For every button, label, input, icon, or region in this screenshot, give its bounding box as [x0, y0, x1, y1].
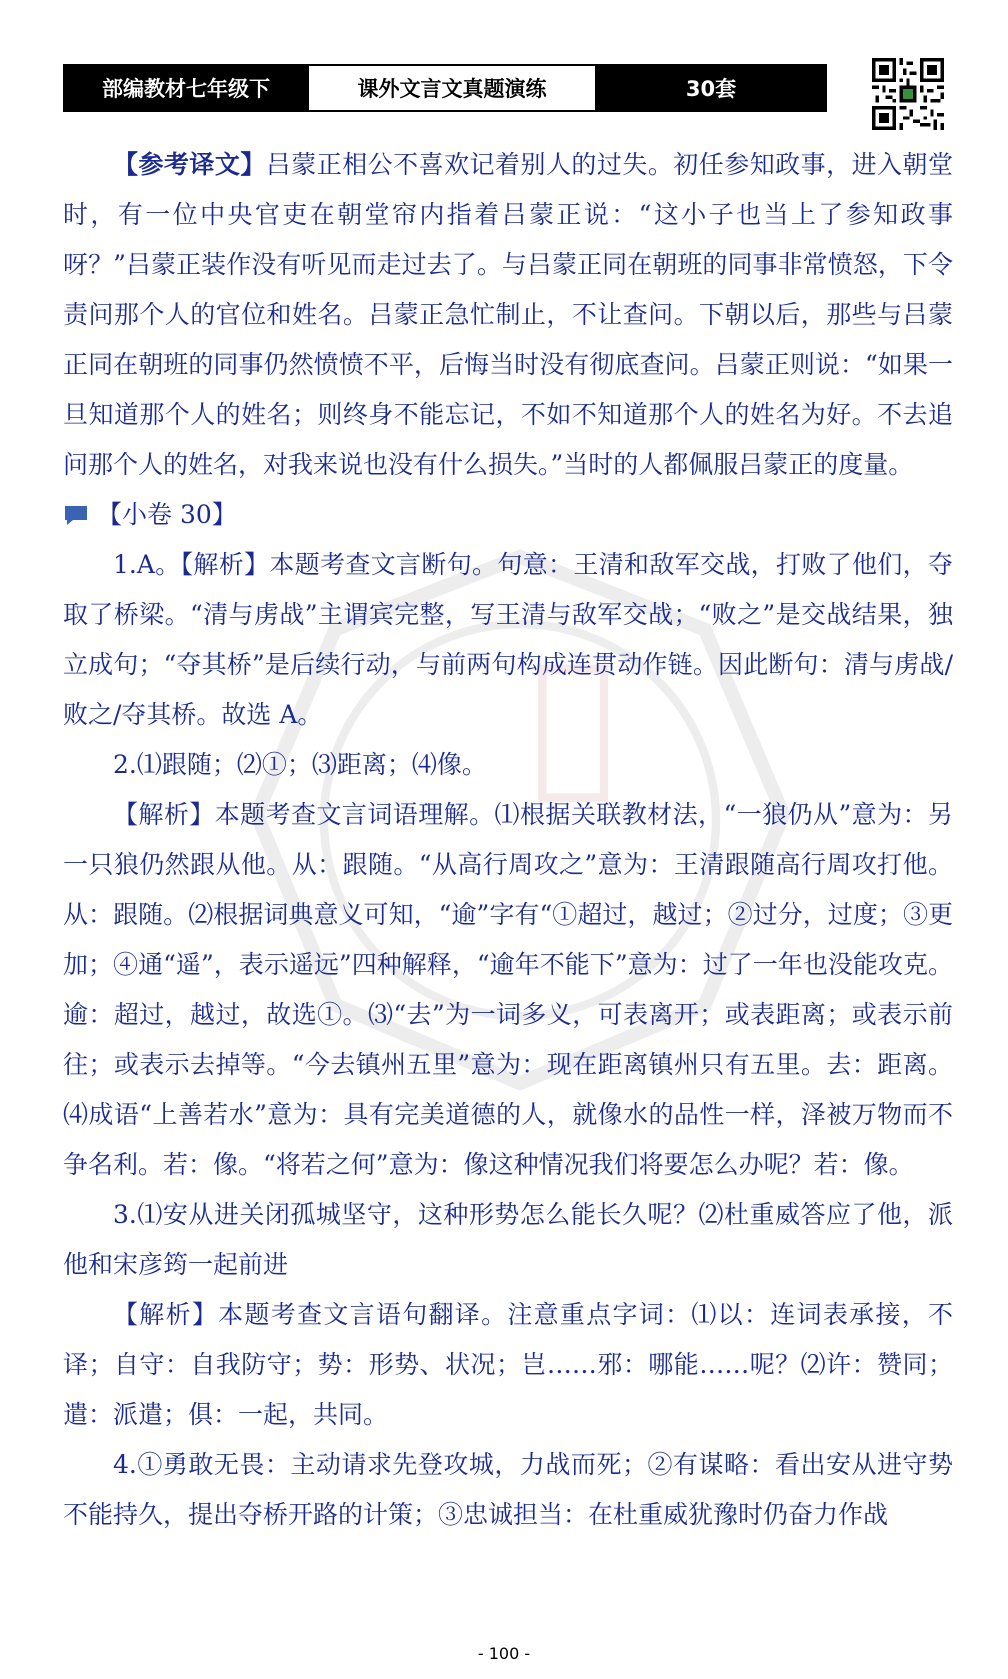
answer-2: 2.⑴跟随；⑵①；⑶距离；⑷像。: [113, 750, 487, 779]
analysis-tag: 【解析】: [113, 800, 215, 829]
answer-3: 3.⑴安从进关闭孤城坚守，这种形势怎么能长久呢？⑵杜重威答应了他，派他和宋彦筠一起前进: [63, 1200, 953, 1279]
qr-code-icon: [872, 58, 944, 130]
reference-translation-tag: 【参考译文】: [113, 150, 266, 179]
header-bar: [63, 64, 827, 112]
page-number: - 100 -: [477, 1644, 531, 1663]
section-heading: [63, 490, 953, 540]
answer-content: [63, 140, 953, 1540]
answer-3-analysis: [63, 1290, 953, 1440]
answer-4: 4.①勇敢无畏：主动请求先登攻城，力战而死；②有谋略：看出安从进守势不能持久，提出夺桥开路的计策；③忠诚担当：在杜重威犹豫时仍奋力作战: [63, 1450, 953, 1529]
answer-1: 1.A。【解析】本题考查文言断句。句意：王清和敌军交战，打败了他们，夺取了桥梁。“清与虏战”主谓宾完整，写王清与敌军交战；“败之”是交战结果，独立成句；“夺其桥”是后续行动，与前两句构成连贯动作链。因此断句：清与虏战/败之/夺其桥。故选 A。: [63, 550, 953, 729]
section-title: 【小卷 30】: [97, 500, 237, 529]
analysis-tag: 【解析】: [113, 1300, 219, 1329]
answer-2-analysis: [63, 790, 953, 1190]
header-set-count: 30套: [597, 66, 825, 110]
reference-translation-text: 吕蒙正相公不喜欢记着别人的过失。初任参知政事，进入朝堂时，有一位中央官吏在朝堂帘内指着吕蒙正说：“这小子也当上了参知政事呀？”吕蒙正装作没有听见而走过去了。与吕蒙正同在朝班的同事非常愤怒，下令责问那个人的官位和姓名。吕蒙正急忙制止，不让查问。下朝以后，那些与吕蒙正同在朝班的同事仍然愤愤不平，后悔当时没有彻底查问。吕蒙正则说：“如果一旦知道那个人的姓名；则终身不能忘记，不如不知道那个人的姓名为好。不去追问那个人的姓名，对我来说也没有什么损失。”当时的人都佩服吕蒙正的度量。: [63, 150, 953, 479]
chat-bubble-icon: [63, 504, 89, 526]
analysis-text: 本题考查文言词语理解。⑴根据关联教材法，“一狼仍从”意为：另一只狼仍然跟从他。从：跟随。“从高行周攻之”意为：王清跟随高行周攻打他。从：跟随。⑵根据词典意义可知，“逾”字有“①超过，越过；②过分，过度；③更加；④通“遥”，表示遥远”四种解释，“逾年不能下”意为：过了一年也没能攻克。逾：超过，越过，故选①。⑶“去”为一词多义，可表离开；或表距离；或表示前往；或表示去掉等。“今去镇州五里”意为：现在距离镇州只有五里。去：距离。⑷成语“上善若水”意为：具有完美道德的人，就像水的品性一样，泽被万物而不争名利。若：像。“将若之何”意为：像这种情况我们将要怎么办呢？若：像。: [63, 800, 953, 1179]
header-title: 课外文言文真题演练: [307, 66, 597, 110]
header-textbook-label: 部编教材七年级下: [65, 66, 307, 110]
analysis-text: 本题考查文言语句翻译。注意重点字词：⑴以：连词表承接，不译；自守：自我防守；势：形势、状况；岂……邪：哪能……呢？⑵许：赞同；遣：派遣；俱：一起，共同。: [63, 1300, 953, 1429]
reference-translation: [63, 140, 953, 490]
